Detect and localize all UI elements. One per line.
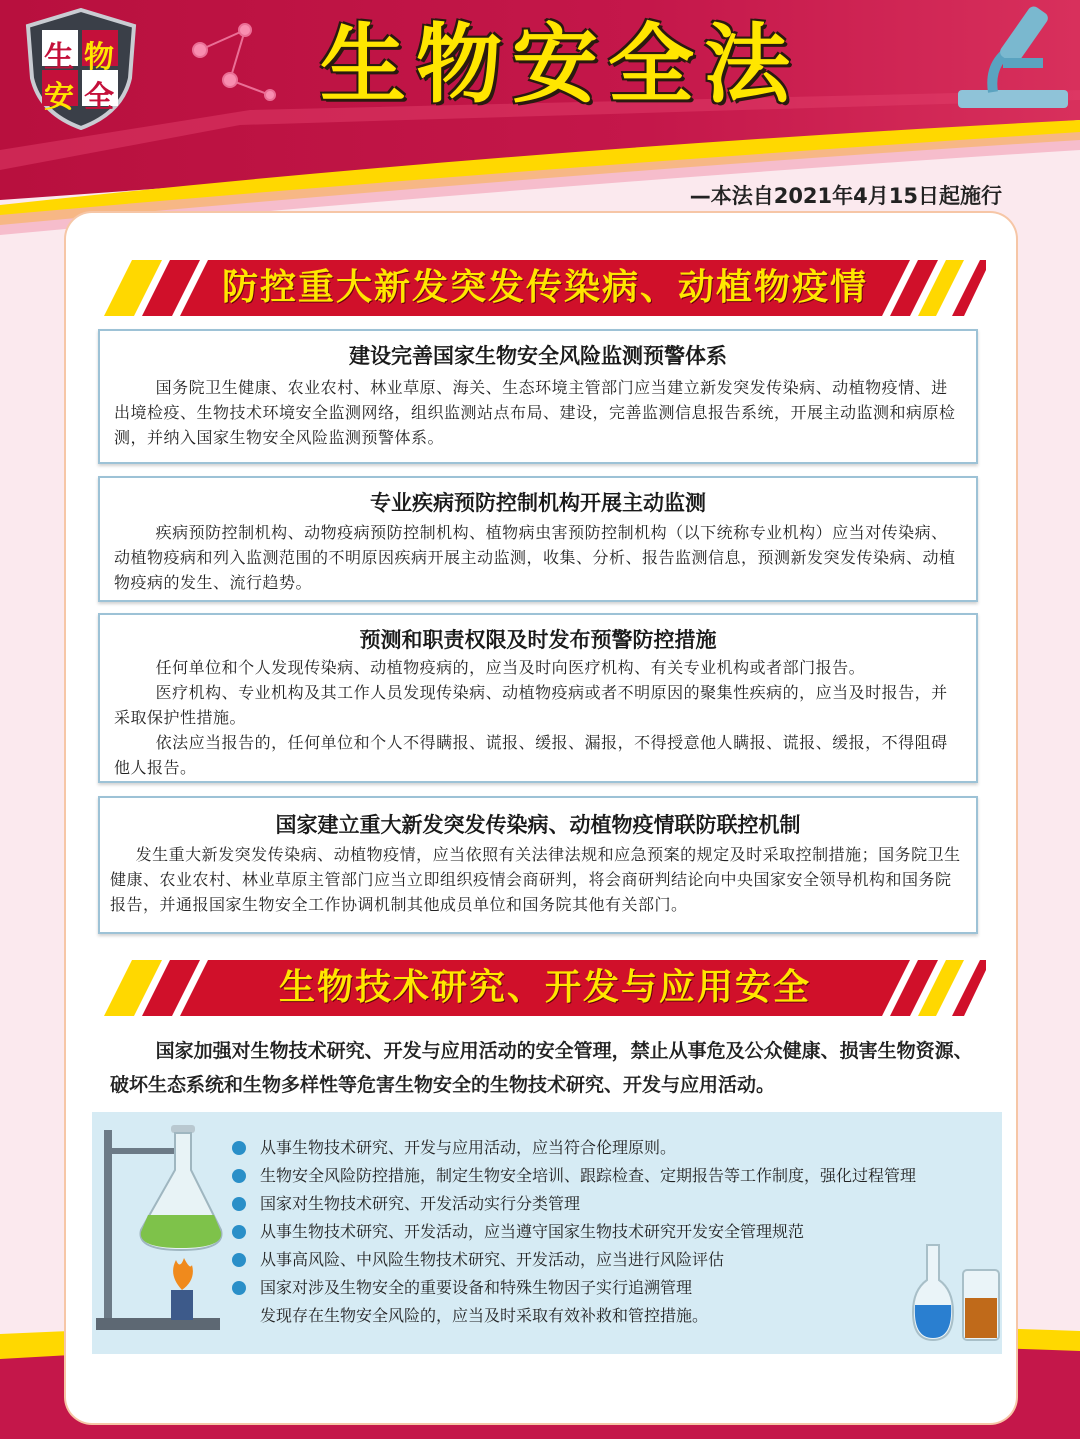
badge-char-1: 生 (44, 40, 74, 75)
list-item (232, 1302, 1022, 1330)
bullet-text: 国家对涉及生物安全的重要设备和特殊生物因子实行追溯管理 (260, 1278, 693, 1297)
list-item (232, 1246, 1022, 1274)
list-item (232, 1190, 1022, 1218)
bullet-dot-icon (232, 1169, 246, 1183)
box1-heading: 建设完善国家生物安全风险监测预警体系 (349, 344, 727, 368)
bullet-dot-icon (232, 1141, 246, 1155)
box2-heading: 专业疾病预防控制机构开展主动监测 (370, 491, 706, 515)
section1-banner (104, 260, 986, 316)
box-joint-control (98, 796, 978, 934)
box-risk-monitoring (98, 329, 978, 464)
biosafety-shield-logo (22, 8, 140, 130)
bullet-text: 国家对生物技术研究、开发活动实行分类管理 (260, 1194, 581, 1213)
bullet-dot-icon (232, 1253, 246, 1267)
list-item (232, 1274, 1022, 1302)
box2-paragraph: 疾病预防控制机构、动物疫病预防控制机构、植物病虫害预防控制机构（以下统称专业机构）应当对传染病、动植物疫病和列入监测范围的不明原因疾病开展主动监测，收集、分析、报告监测信息，预测新发突发传染病、动植物疫病的发生、流行趋势。 (114, 523, 956, 592)
badge-char-2: 物 (84, 40, 114, 75)
section2-intro: 国家加强对生物技术研究、开发与应用活动的安全管理，禁止从事危及公众健康、损害生物资源、破坏生态系统和生物多样性等危害生物安全的生物技术研究、开发与应用活动。 (110, 1040, 973, 1096)
flask-burner-icon (96, 1120, 226, 1335)
bullet-text: 从事生物技术研究、开发与应用活动，应当符合伦理原则。 (260, 1138, 677, 1157)
box-early-warning (98, 613, 978, 783)
badge-char-3: 安 (44, 80, 74, 115)
microscope-icon (958, 0, 1068, 108)
box3-paragraph-1: 任何单位和个人发现传染病、动植物疫病的，应当及时向医疗机构、有关专业机构或者部门报告。 (155, 658, 866, 677)
box4-paragraph: 发生重大新发突发传染病、动植物疫情，应当依照有关法律法规和应急预案的规定及时采取控制措施；国务院卫生健康、农业农村、林业草原主管部门应当立即组织疫情会商研判，将会商研判结论向中央国家安全领导机构和国务院报告，并通报国家生物安全工作协调机制其他成员单位和国务院其他有关部门。 (110, 845, 961, 914)
box-active-surveillance (98, 476, 978, 602)
section2-title: 生物技术研究、开发与应用安全 (278, 967, 811, 1008)
section1-title: 防控重大新发突发传染病、动植物疫情 (221, 267, 868, 308)
box3-heading: 预测和职责权限及时发布预警防控措施 (359, 628, 717, 652)
bullet-dot-icon (232, 1225, 246, 1239)
box3-paragraph-2: 医疗机构、专业机构及其工作人员发现传染病、动植物疫病或者不明原因的聚集性疾病的，应当及时报告，并采取保护性措施。 (114, 683, 948, 727)
page-title: 生物安全法 (320, 15, 800, 115)
box4-heading: 国家建立重大新发突发传染病、动植物疫情联防联控机制 (275, 813, 801, 837)
bullet-dot-icon (232, 1197, 246, 1211)
bullet-list (232, 1134, 1022, 1330)
bullet-text: 从事生物技术研究、开发活动，应当遵守国家生物技术研究开发安全管理规范 (260, 1222, 805, 1241)
bullet-dot-icon (232, 1281, 246, 1295)
list-item (232, 1162, 1022, 1190)
bullet-text: 发现存在生物安全风险的，应当及时采取有效补救和管控措施。 (260, 1306, 709, 1325)
list-item (232, 1134, 1022, 1162)
bullet-text: 从事高风险、中风险生物技术研究、开发活动，应当进行风险评估 (260, 1250, 725, 1269)
box1-paragraph: 国务院卫生健康、农业农村、林业草原、海关、生态环境主管部门应当建立新发突发传染病、动植物疫情、进出境检疫、生物技术环境安全监测网络，组织监测站点布局、建设，完善监测信息报告系统，开展主动监测和病原检测，并纳入国家生物安全风险监测预警体系。 (114, 378, 956, 447)
beakers-icon (905, 1240, 1005, 1345)
bullet-text: 生物安全风险防控措施，制定生物安全培训、跟踪检查、定期报告等工作制度，强化过程管理 (260, 1166, 917, 1185)
effective-date-subtitle: —本法自2021年4月15日起施行 (689, 184, 1002, 208)
badge-char-4: 全 (84, 80, 114, 115)
list-item (232, 1218, 1022, 1246)
box3-paragraph-3: 依法应当报告的，任何单位和个人不得瞒报、谎报、缓报、漏报，不得授意他人瞒报、谎报、缓报，不得阻碍他人报告。 (114, 733, 948, 777)
section2-banner (104, 960, 986, 1016)
